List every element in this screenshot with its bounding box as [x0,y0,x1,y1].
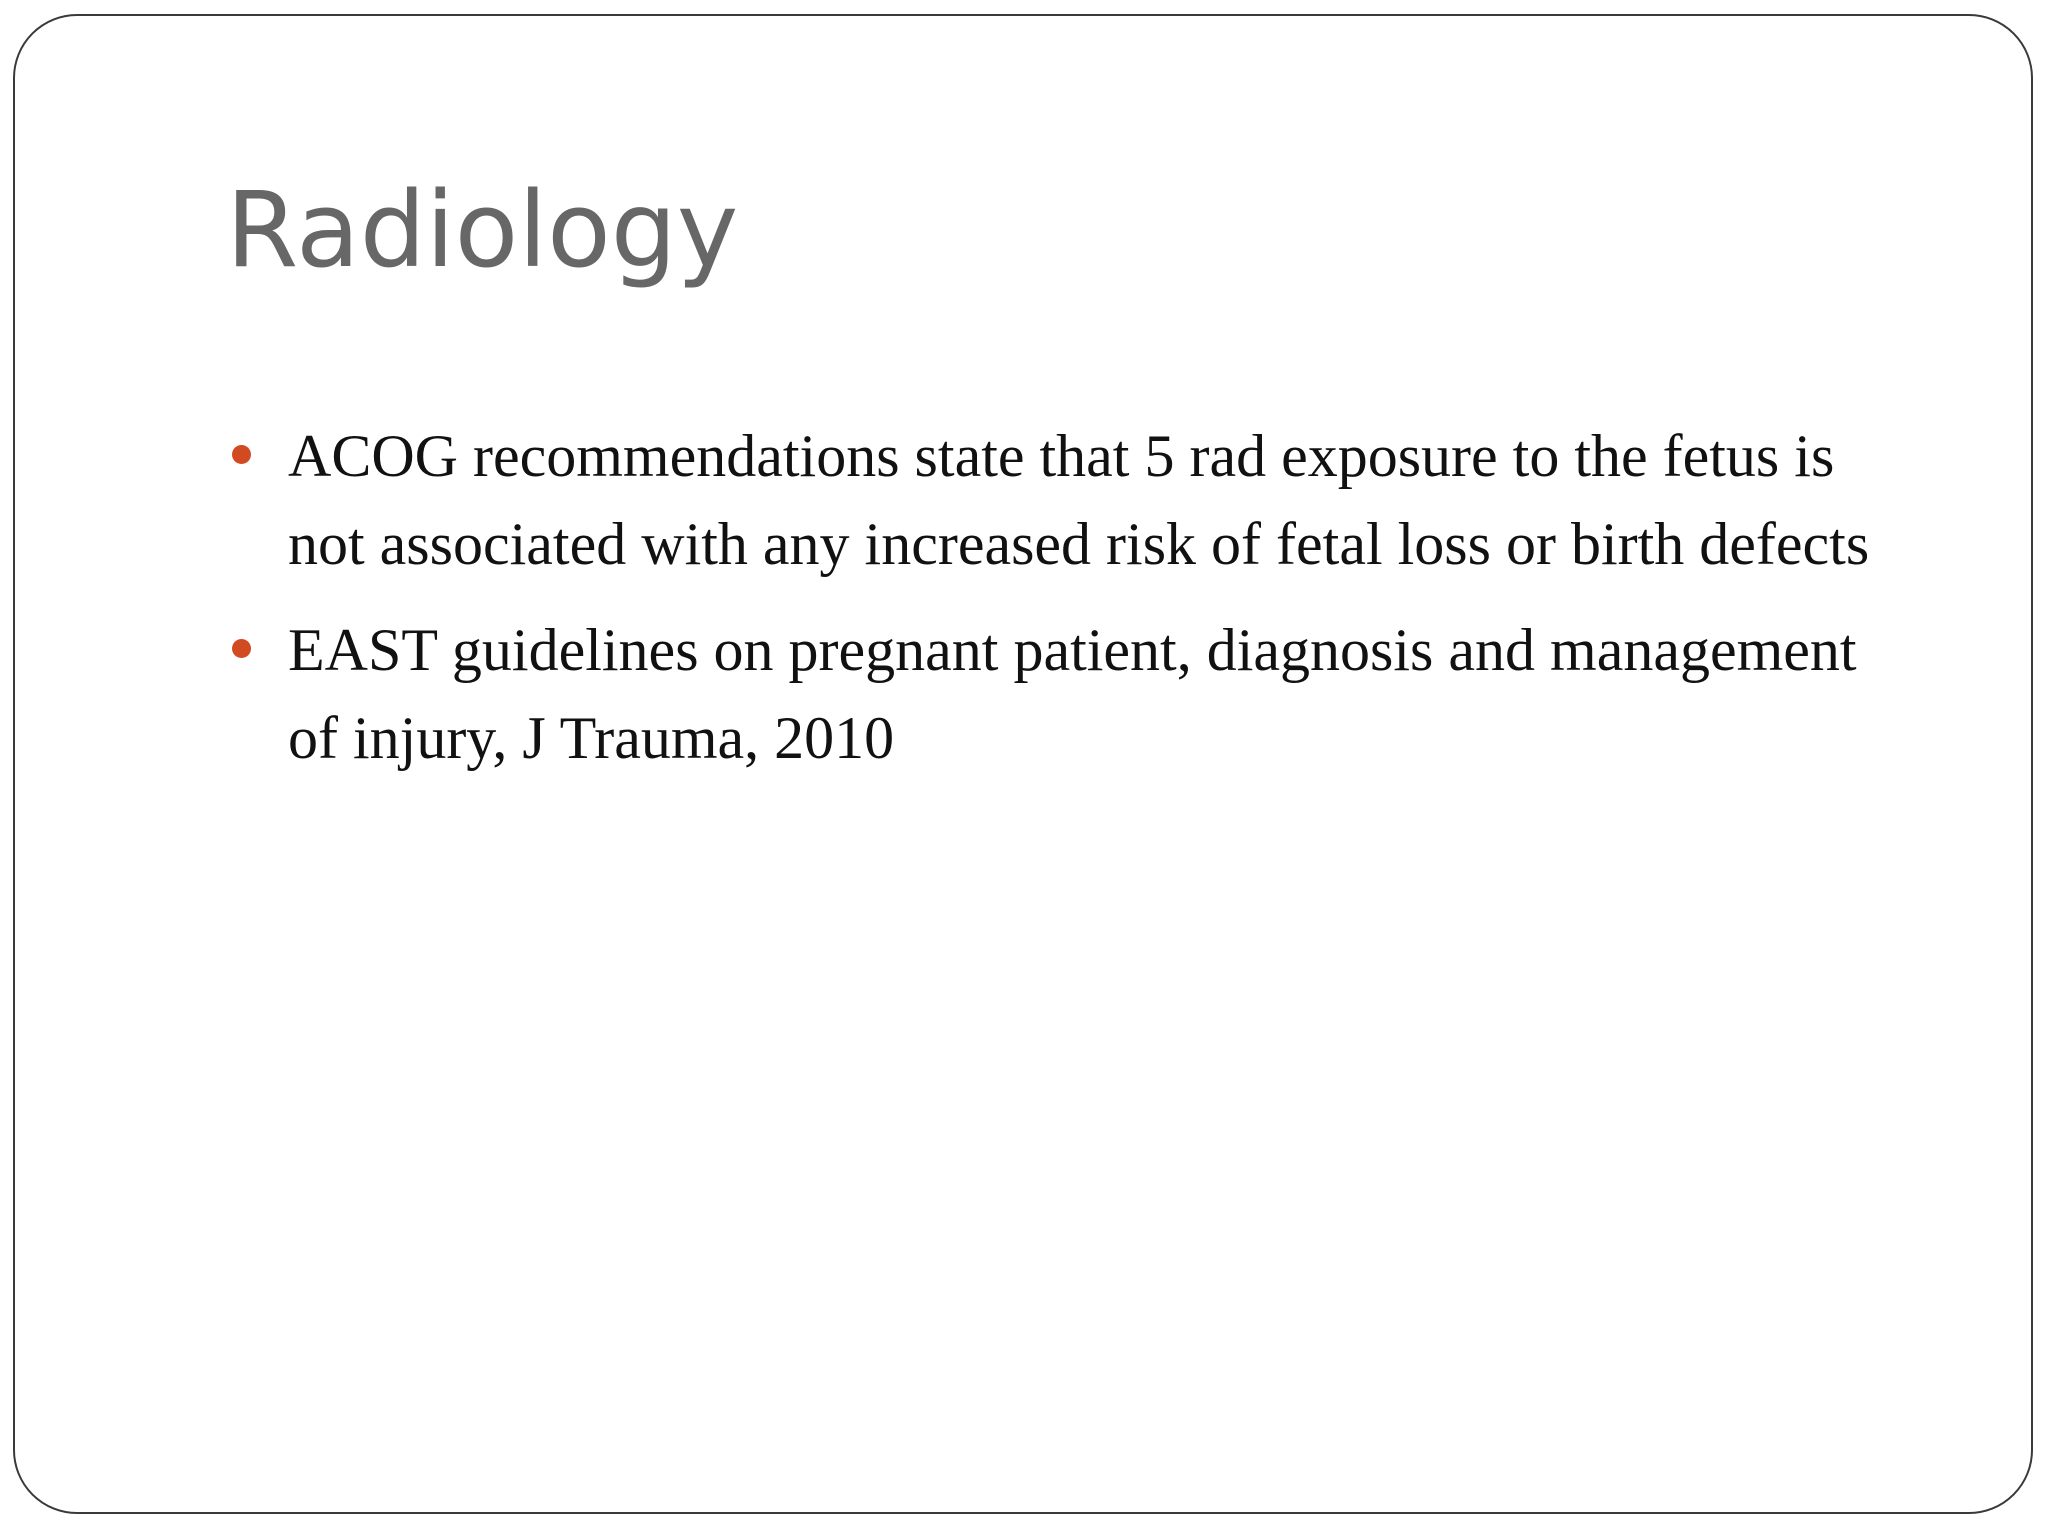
bullet-text: EAST guidelines on pregnant patient, diagnosis and management of injury, J Trauma, 2010 [288,617,1857,771]
bullet-item [226,412,1906,588]
bullet-list [226,412,1906,800]
bullet-dot-icon [232,445,251,464]
bullet-item [226,606,1906,782]
bullet-text: ACOG recommendations state that 5 rad exposure to the fetus is not associated with any increased risk of fetal loss or birth defects [288,423,1870,577]
bullet-dot-icon [232,639,251,658]
slide-title: Radiology [226,169,739,291]
